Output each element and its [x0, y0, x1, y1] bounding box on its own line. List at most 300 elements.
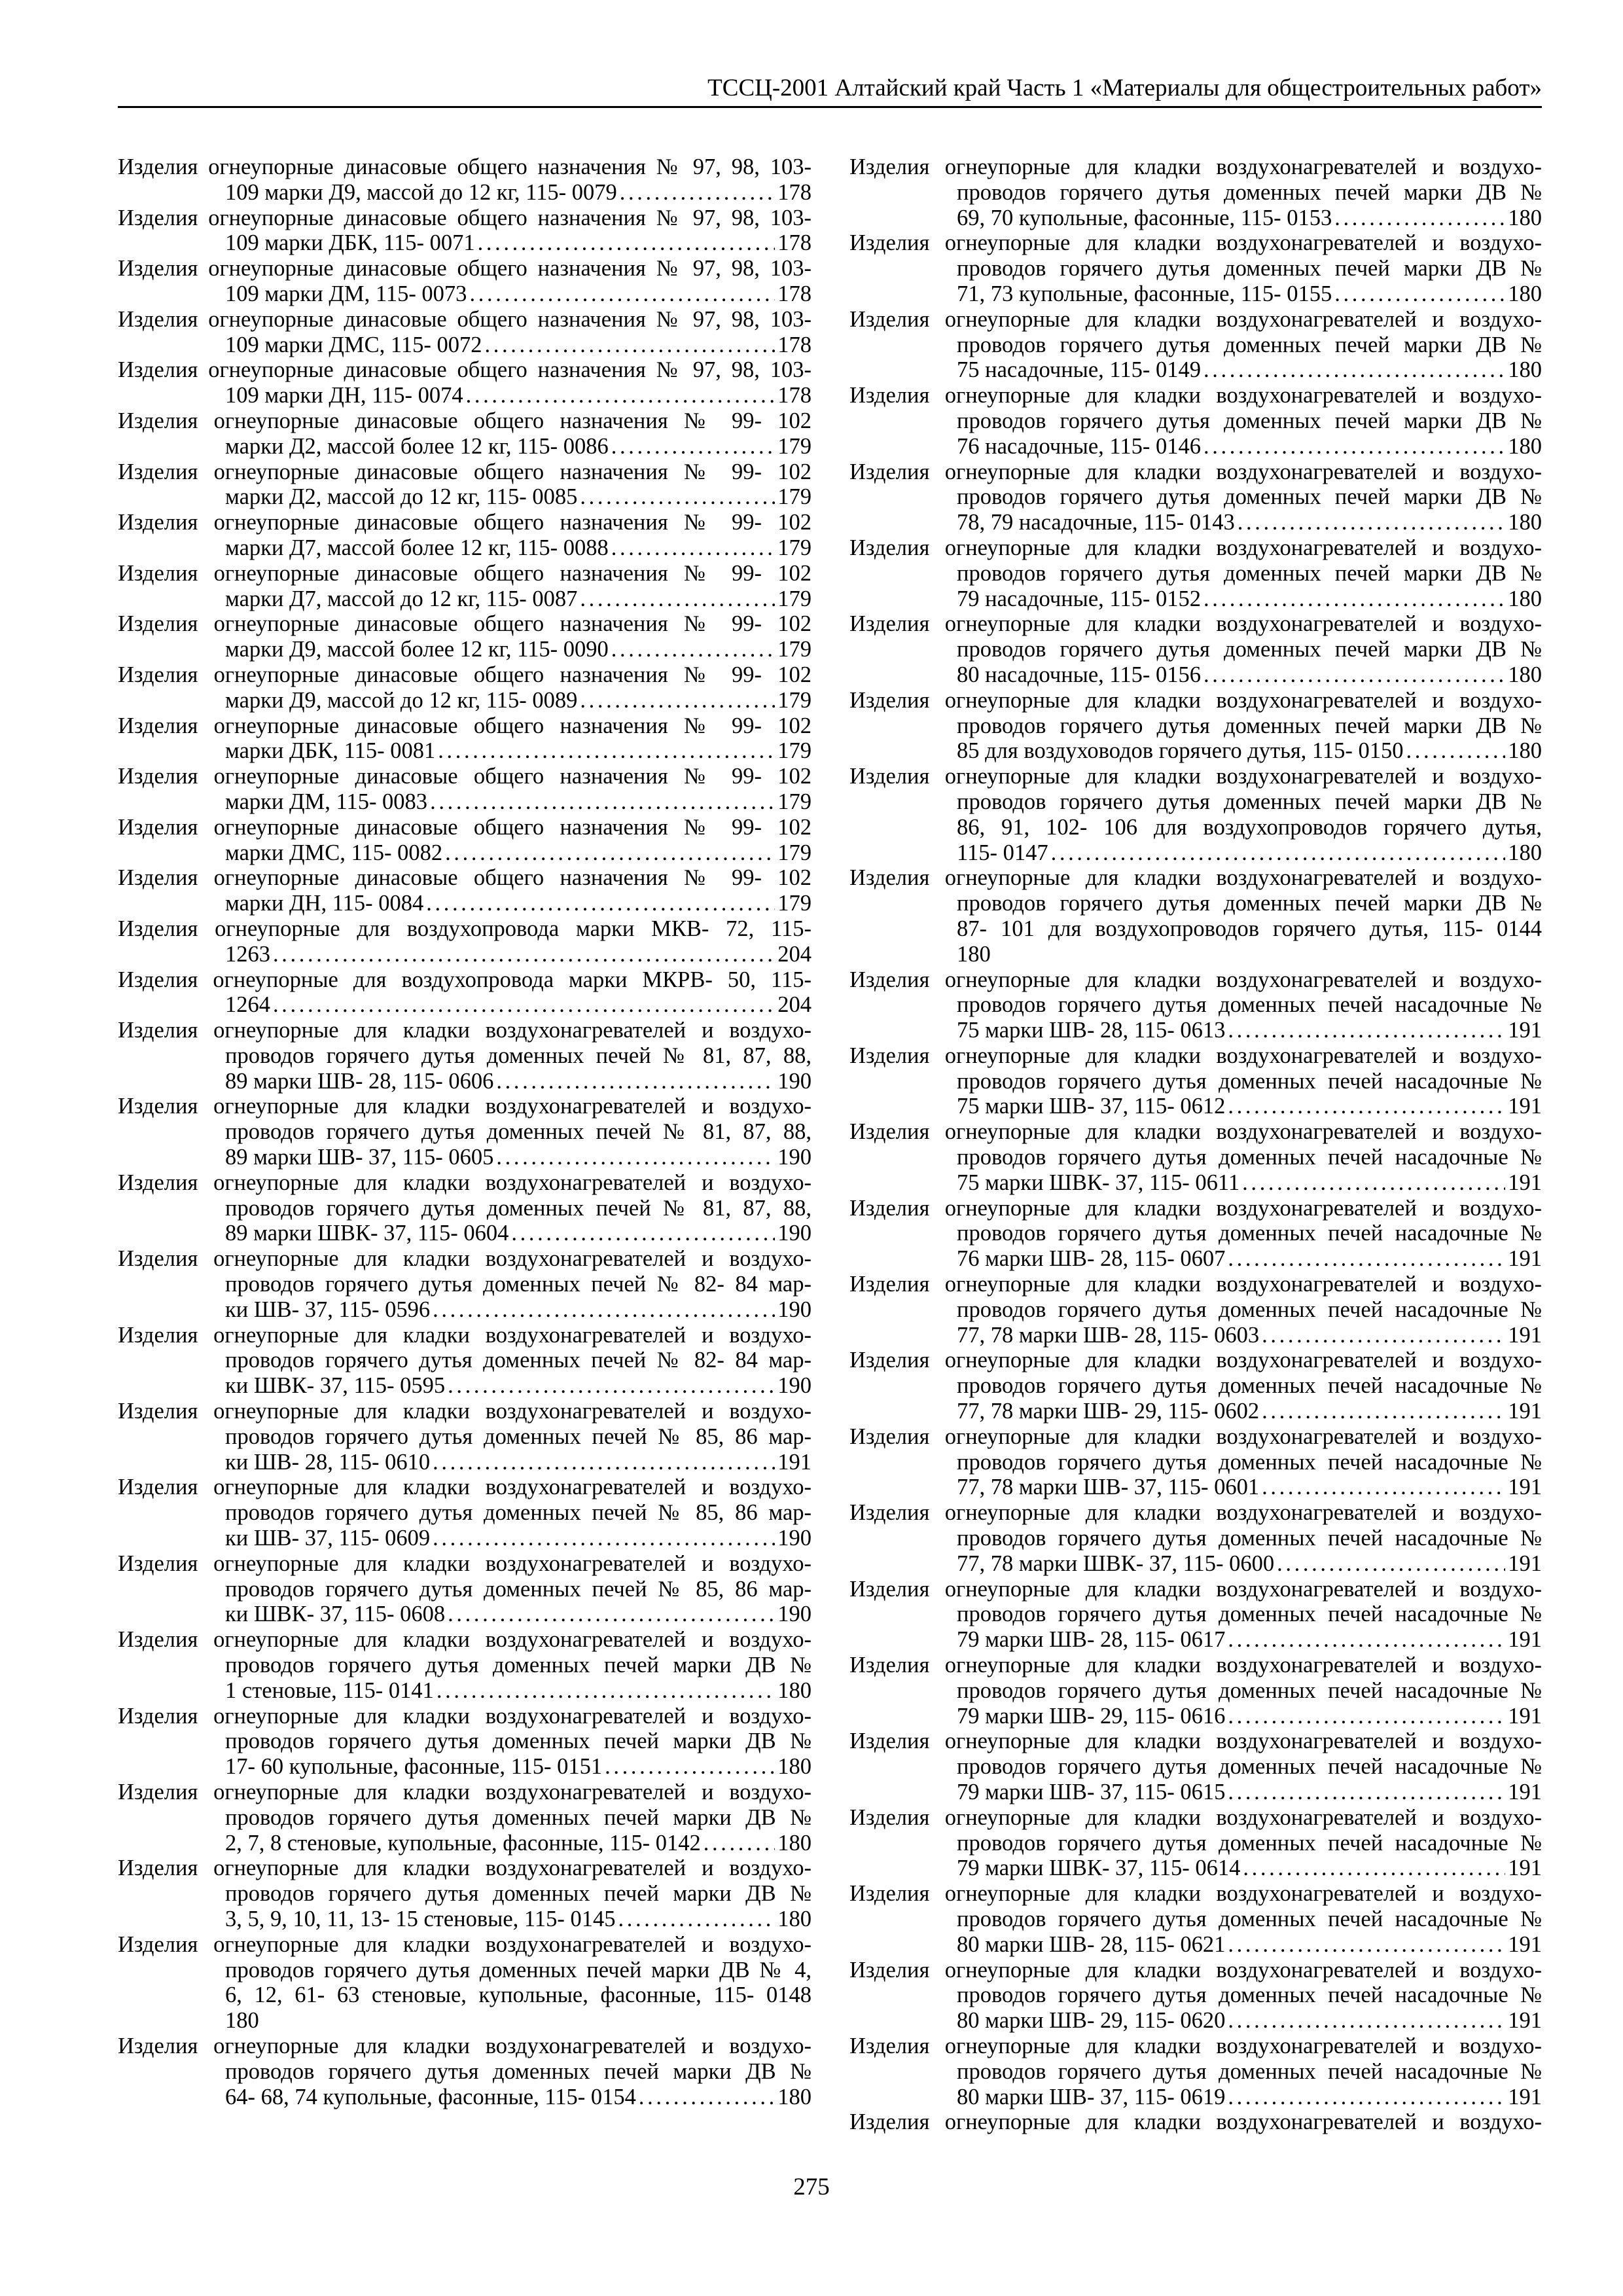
entry-text: Изделия огнеупорные для кладки воздухонагревателей и воздухо-: [118, 1322, 812, 1348]
entry-text: марки Д9, массой до 12 кг, 115- 0089: [225, 687, 578, 713]
entry-page: 191: [1508, 1703, 1542, 1729]
index-entry: [118, 2034, 812, 2109]
leader-dots: [273, 992, 775, 1018]
entry-text: Изделия огнеупорные для кладки воздухонагревателей и воздухо-: [849, 764, 1542, 789]
leader-dots: [273, 942, 775, 967]
entry-text: проводов горячего дутья доменных печей № 82- 84 мар-: [225, 1348, 812, 1373]
entry-page: 191: [1508, 1018, 1542, 1043]
leader-dots: [430, 789, 775, 815]
entry-text: Изделия огнеупорные для кладки воздухонагревателей и воздухо-: [849, 1424, 1542, 1449]
entry-text: ки ШВК- 37, 115- 0608: [225, 1602, 446, 1627]
entry-text: Изделия огнеупорные динасовые общего назначения № 97, 98, 103-: [118, 256, 812, 281]
index-entry: [118, 1780, 812, 1856]
entry-text: марки ДБК, 115- 0081: [225, 738, 436, 764]
entry-text: проводов горячего дутья доменных печей № 85, 86 мар-: [225, 1500, 812, 1526]
index-entry: [118, 307, 812, 358]
index-entry: [849, 535, 1542, 611]
entry-text: Изделия огнеупорные для кладки воздухонагревателей и воздухо-: [118, 1475, 812, 1500]
index-column-right: [849, 154, 1542, 2135]
entry-text: проводов горячего дутья доменных печей марки ДВ №: [957, 332, 1542, 357]
entry-page: 191: [1508, 1780, 1542, 1804]
entry-page: 179: [777, 433, 812, 459]
entry-text: 79 насадочные, 115- 0152: [957, 586, 1201, 611]
entry-text: Изделия огнеупорные динасовые общего назначения № 99- 102: [118, 764, 812, 789]
leader-dots: [1204, 357, 1505, 383]
entry-text: 80 насадочные, 115- 0156: [957, 662, 1201, 687]
entry-text: 80 марки ШВ- 37, 115- 0619: [957, 2084, 1226, 2109]
entry-text: марки Д9, массой более 12 кг, 115- 0090: [225, 637, 609, 662]
leader-dots: [448, 1373, 775, 1399]
leader-dots: [620, 180, 776, 206]
entry-text: Изделия огнеупорные динасовые общего назначения № 99- 102: [118, 459, 812, 484]
entry-page: 180: [957, 941, 991, 967]
index-entry: [118, 1323, 812, 1399]
index-entry: [849, 1500, 1542, 1576]
entry-text: проводов горячего дутья доменных печей насадочные №: [957, 1068, 1542, 1094]
entry-text: марки ДМС, 115- 0082: [225, 840, 443, 865]
entry-text: Изделия огнеупорные динасовые общего назначения № 99- 102: [118, 713, 812, 738]
index-entry: [118, 1704, 812, 1780]
entry-page: 191: [1508, 2084, 1542, 2109]
index-entry: [118, 459, 812, 511]
entry-page: 190: [777, 1221, 812, 1246]
entry-text: 3, 5, 9, 10, 11, 13- 15 стеновые, 115- 0145: [225, 1906, 616, 1931]
entry-page: 191: [1508, 1475, 1542, 1500]
leader-dots: [496, 1069, 775, 1094]
entry-text: 80 марки ШВ- 28, 115- 0621: [957, 1931, 1226, 1957]
entry-page: 180: [1508, 586, 1542, 611]
entry-text: 1 стеновые, 115- 0141: [225, 1677, 434, 1703]
entry-text: марки ДМ, 115- 0083: [225, 789, 428, 814]
entry-text: Изделия огнеупорные для кладки воздухонагревателей и воздухо-: [849, 1119, 1542, 1145]
leader-dots: [704, 1831, 776, 1856]
entry-text: проводов горячего дутья доменных печей марки ДВ №: [225, 1653, 812, 1678]
entry-text: Изделия огнеупорные для кладки воздухонагревателей и воздухо-: [849, 2033, 1542, 2058]
entry-text: проводов горячего дутья доменных печей № 81, 87, 88,: [225, 1119, 812, 1145]
entry-text: Изделия огнеупорные для кладки воздухонагревателей и воздухо-: [849, 1348, 1542, 1373]
index-entry: [849, 1424, 1542, 1500]
entry-text: 80 марки ШВ- 29, 115- 0620: [957, 2008, 1226, 2034]
entry-text: Изделия огнеупорные для кладки воздухонагревателей и воздухо-: [118, 1780, 812, 1804]
index-entry: [118, 1551, 812, 1627]
leader-dots: [484, 332, 775, 358]
entry-text: Изделия огнеупорные динасовые общего назначения № 99- 102: [118, 560, 812, 586]
index-entry: [118, 1932, 812, 2034]
index-entry: [849, 2109, 1542, 2135]
leader-dots: [611, 535, 776, 561]
leader-dots: [1204, 586, 1505, 612]
entry-page: 190: [777, 1068, 812, 1094]
index-entry: [118, 764, 812, 815]
entry-text: марки Д7, массой до 12 кг, 115- 0087: [225, 586, 578, 611]
entry-text: 1263: [225, 941, 270, 967]
entry-page: 190: [777, 1602, 812, 1627]
index-entry: [118, 1627, 812, 1703]
entry-text: проводов горячего дутья доменных печей насадочные №: [957, 1449, 1542, 1475]
index-entry: [849, 1958, 1542, 2034]
entry-text: проводов горячего дутья доменных печей насадочные №: [957, 1145, 1542, 1170]
entry-page: 180: [1508, 738, 1542, 764]
leader-dots: [426, 891, 775, 916]
entry-page: 178: [777, 332, 812, 357]
entry-page: 191: [1508, 1627, 1542, 1653]
entry-page: 179: [777, 840, 812, 865]
entry-text: ки ШВ- 28, 115- 0610: [225, 1449, 431, 1475]
entry-text: проводов горячего дутья доменных печей марки ДВ №: [225, 1804, 812, 1830]
entry-text: проводов горячего дутья доменных печей № 85, 86 мар-: [225, 1576, 812, 1602]
entry-text: 89 марки ШВ- 28, 115- 0606: [225, 1068, 494, 1094]
index-entry: [849, 764, 1542, 865]
leader-dots: [1406, 738, 1506, 764]
entry-text: Изделия огнеупорные для кладки воздухонагревателей и воздухо-: [849, 1195, 1542, 1221]
entry-text: Изделия огнеупорные для кладки воздухонагревателей и воздухо-: [849, 306, 1542, 332]
index-entry: [118, 815, 812, 866]
leader-dots: [437, 1678, 775, 1704]
entry-page: 191: [1508, 1094, 1542, 1119]
leader-dots: [496, 1145, 775, 1170]
entry-text: Изделия огнеупорные для кладки воздухонагревателей и воздухо-: [118, 1018, 812, 1043]
entry-text: 79 марки ШВ- 29, 115- 0616: [957, 1703, 1226, 1729]
leader-dots: [1243, 1856, 1505, 1881]
index-column-left: [118, 154, 812, 2109]
index-entry: [118, 713, 812, 764]
entry-text: Изделия огнеупорные для кладки воздухонагревателей и воздухо-: [849, 1957, 1542, 1982]
index-entry: [849, 383, 1542, 459]
index-entry: [118, 611, 812, 662]
leader-dots: [1228, 2085, 1505, 2110]
entry-text: Изделия огнеупорные для кладки воздухонагревателей и воздухо-: [849, 535, 1542, 560]
leader-dots: [1262, 1475, 1505, 1500]
entry-text: проводов горячего дутья доменных печей насадочные №: [957, 1221, 1542, 1246]
index-entry: [118, 916, 812, 967]
leader-dots: [1228, 2008, 1505, 2034]
leader-dots: [1228, 1094, 1505, 1119]
entry-page: 180: [1508, 510, 1542, 535]
entry-text: Изделия огнеупорные для кладки воздухонагревателей и воздухо-: [118, 1931, 812, 1957]
entry-text: проводов горячего дутья доменных печей марки ДВ №: [957, 789, 1542, 814]
leader-dots: [1051, 840, 1506, 866]
index-entry: [118, 967, 812, 1018]
entry-text: проводов горячего дутья доменных печей марки ДВ №: [957, 560, 1542, 586]
entry-text: проводов горячего дутья доменных печей насадочные №: [957, 1297, 1542, 1322]
entry-page: 180: [777, 1906, 812, 1931]
entry-page: 178: [777, 281, 812, 306]
index-entry: [118, 1094, 812, 1170]
entry-page: 191: [1508, 1246, 1542, 1272]
entry-text: 77, 78 марки ШВ- 28, 115- 0603: [957, 1322, 1260, 1348]
entry-text: Изделия огнеупорные для кладки воздухонагревателей и воздухо-: [849, 865, 1542, 891]
entry-text: проводов горячего дутья доменных печей марки ДВ №: [957, 408, 1542, 433]
leader-dots: [511, 1221, 775, 1246]
leader-dots: [448, 1602, 775, 1627]
entry-page: 190: [777, 1297, 812, 1322]
entry-page: 179: [777, 484, 812, 510]
index-entry: [118, 1399, 812, 1475]
leader-dots: [1228, 1704, 1505, 1729]
leader-dots: [618, 1907, 776, 1932]
index-entry: [118, 1170, 812, 1246]
entry-page: 180: [225, 2008, 259, 2034]
index-entry: [849, 459, 1542, 535]
index-entry: [849, 1119, 1542, 1195]
index-entry: [849, 1805, 1542, 1881]
entry-text: 109 марки ДН, 115- 0074: [225, 383, 463, 408]
leader-dots: [580, 586, 775, 612]
entry-text: 64- 68, 74 купольные, фасонные, 115- 0154: [225, 2084, 636, 2109]
entry-page: 179: [777, 738, 812, 764]
entry-text: Изделия огнеупорные для кладки воздухонагревателей и воздухо-: [849, 1881, 1542, 1907]
entry-text: 76 марки ШВ- 28, 115- 0607: [957, 1246, 1226, 1272]
leader-dots: [1238, 510, 1506, 535]
entry-page: 204: [777, 941, 812, 967]
entry-text: проводов горячего дутья доменных печей марки ДВ №: [957, 256, 1542, 281]
entry-page: 191: [1508, 1931, 1542, 1957]
entry-text: 6, 12, 61- 63 стеновые, купольные, фасонные, 115- 0148: [225, 1982, 812, 2008]
entry-text: Изделия огнеупорные для кладки воздухонагревателей и воздухо-: [849, 2109, 1542, 2135]
entry-text: 71, 73 купольные, фасонные, 115- 0155: [957, 281, 1332, 306]
index-entry: [118, 510, 812, 561]
entry-page: 180: [1508, 281, 1542, 306]
entry-page: 191: [777, 1449, 812, 1475]
entry-text: Изделия огнеупорные для кладки воздухонагревателей и воздухо-: [849, 1576, 1542, 1602]
entry-text: Изделия огнеупорные для кладки воздухонагревателей и воздухо-: [849, 1272, 1542, 1297]
entry-text: проводов горячего дутья доменных печей № 81, 87, 88,: [225, 1043, 812, 1068]
entry-text: Изделия огнеупорные для кладки воздухонагревателей и воздухо-: [849, 687, 1542, 713]
entry-text: проводов горячего дутья доменных печей насадочные №: [957, 1830, 1542, 1856]
entry-text: Изделия огнеупорные динасовые общего назначения № 97, 98, 103-: [118, 306, 812, 332]
entry-text: Изделия огнеупорные для кладки воздухонагревателей и воздухо-: [849, 154, 1542, 179]
leader-dots: [1334, 206, 1505, 231]
entry-text: проводов горячего дутья доменных печей марки ДВ №: [957, 713, 1542, 738]
entry-page: 180: [777, 2084, 812, 2109]
entry-text: Изделия огнеупорные для кладки воздухонагревателей и воздухо-: [849, 1500, 1542, 1526]
leader-dots: [1228, 1780, 1505, 1805]
leader-dots: [1334, 281, 1505, 307]
entry-text: Изделия огнеупорные для кладки воздухонагревателей и воздухо-: [118, 1551, 812, 1576]
entry-text: 79 марки ШВ- 28, 115- 0617: [957, 1627, 1226, 1653]
index-entry: [849, 1729, 1542, 1804]
index-entry: [118, 865, 812, 916]
entry-text: Изделия огнеупорные динасовые общего назначения № 97, 98, 103-: [118, 205, 812, 230]
entry-text: Изделия огнеупорные динасовые общего назначения № 97, 98, 103-: [118, 154, 812, 179]
leader-dots: [433, 1526, 775, 1551]
entry-text: 1264: [225, 992, 270, 1018]
entry-text: проводов горячего дутья доменных печей насадочные №: [957, 1982, 1542, 2008]
entry-text: Изделия огнеупорные для кладки воздухонагревателей и воздухо-: [118, 1170, 812, 1195]
entry-text: Изделия огнеупорные для кладки воздухонагревателей и воздухо-: [849, 1729, 1542, 1754]
leader-dots: [1204, 434, 1505, 459]
entry-text: Изделия огнеупорные для воздухопровода марки МКРВ- 50, 115-: [118, 967, 812, 992]
entry-text: 89 марки ШВ- 37, 115- 0605: [225, 1145, 494, 1170]
index-entry: [849, 1881, 1542, 1957]
entry-text: проводов горячего дутья доменных печей насадочные №: [957, 1602, 1542, 1627]
entry-text: 78, 79 насадочные, 115- 0143: [957, 510, 1235, 535]
entry-page: 191: [1508, 1322, 1542, 1348]
leader-dots: [1228, 1932, 1505, 1958]
entry-text: марки Д2, массой до 12 кг, 115- 0085: [225, 484, 578, 510]
entry-text: Изделия огнеупорные для кладки воздухонагревателей и воздухо-: [118, 1627, 812, 1653]
index-entry: [118, 408, 812, 459]
entry-text: марки Д7, массой более 12 кг, 115- 0088: [225, 535, 609, 560]
leader-dots: [466, 383, 776, 408]
leader-dots: [1262, 1399, 1505, 1424]
entry-text: Изделия огнеупорные для кладки воздухонагревателей и воздухо-: [849, 967, 1542, 992]
entry-text: проводов горячего дутья доменных печей марки ДВ №: [957, 637, 1542, 662]
entry-text: 76 насадочные, 115- 0146: [957, 433, 1201, 459]
index-entry: [849, 611, 1542, 687]
entry-text: проводов горячего дутья доменных печей насадочные №: [957, 1906, 1542, 1931]
entry-text: 79 марки ШВ- 37, 115- 0615: [957, 1780, 1226, 1804]
leader-dots: [1228, 1018, 1505, 1043]
running-header: ТССЦ-2001 Алтайский край Часть 1 «Материалы для общестроительных работ»: [707, 75, 1542, 101]
entry-text: 75 марки ШВК- 37, 115- 0611: [957, 1170, 1240, 1195]
entry-text: 75 насадочные, 115- 0149: [957, 357, 1201, 383]
entry-text: Изделия огнеупорные для кладки воздухонагревателей и воздухо-: [849, 230, 1542, 256]
leader-dots: [639, 2085, 775, 2110]
entry-text: 89 марки ШВК- 37, 115- 0604: [225, 1221, 509, 1246]
entry-text: Изделия огнеупорные для кладки воздухонагревателей и воздухо-: [849, 459, 1542, 484]
index-entry: [118, 1475, 812, 1551]
leader-dots: [1228, 1246, 1505, 1272]
entry-page: 179: [777, 637, 812, 662]
entry-page: 178: [777, 230, 812, 256]
entry-page: 179: [777, 586, 812, 611]
entry-page: 180: [777, 1677, 812, 1703]
entry-text: Изделия огнеупорные для кладки воздухонагревателей и воздухо-: [118, 1399, 812, 1424]
entry-page: 179: [777, 687, 812, 713]
entry-text: Изделия огнеупорные динасовые общего назначения № 97, 98, 103-: [118, 357, 812, 383]
entry-text: Изделия огнеупорные для кладки воздухонагревателей и воздухо-: [849, 611, 1542, 637]
entry-page: 180: [1508, 357, 1542, 383]
leader-dots: [469, 281, 775, 307]
entry-text: Изделия огнеупорные для кладки воздухонагревателей и воздухо-: [118, 1246, 812, 1272]
index-entry: [849, 230, 1542, 306]
entry-text: Изделия огнеупорные динасовые общего назначения № 99- 102: [118, 408, 812, 433]
entry-text: проводов горячего дутья доменных печей марки ДВ №: [957, 179, 1542, 205]
entry-text: проводов горячего дутья доменных печей марки ДВ № 4,: [225, 1957, 812, 1982]
entry-text: проводов горячего дутья доменных печей № 85, 86 мар-: [225, 1424, 812, 1449]
entry-text: проводов горячего дутья доменных печей марки ДВ №: [225, 1729, 812, 1754]
entry-text: марки ДН, 115- 0084: [225, 891, 424, 916]
entry-text: ки ШВ- 37, 115- 0596: [225, 1297, 431, 1322]
entry-text: Изделия огнеупорные для кладки воздухонагревателей и воздухо-: [849, 1804, 1542, 1830]
entry-text: 17- 60 купольные, фасонные, 115- 0151: [225, 1754, 603, 1780]
leader-dots: [605, 1754, 775, 1780]
entry-page: 180: [1508, 840, 1542, 865]
entry-page: 190: [777, 1526, 812, 1551]
index-entry: [849, 307, 1542, 383]
leader-dots: [1262, 1323, 1505, 1348]
entry-text: 109 марки ДБК, 115- 0071: [225, 230, 475, 256]
index-entry: [118, 357, 812, 408]
entry-text: проводов горячего дутья доменных печей марки ДВ №: [225, 1881, 812, 1907]
entry-text: Изделия огнеупорные для кладки воздухонагревателей и воздухо-: [849, 1043, 1542, 1068]
entry-text: проводов горячего дутья доменных печей марки ДВ №: [225, 2058, 812, 2084]
page-number: 275: [793, 2174, 830, 2200]
entry-text: 75 марки ШВ- 28, 115- 0613: [957, 1018, 1226, 1043]
leader-dots: [1204, 662, 1505, 688]
entry-text: Изделия огнеупорные для кладки воздухонагревателей и воздухо-: [849, 383, 1542, 408]
index-entry: [849, 1272, 1542, 1348]
entry-text: 77, 78 марки ШВ- 37, 115- 0601: [957, 1475, 1260, 1500]
entry-page: 191: [1508, 1399, 1542, 1424]
leader-dots: [433, 1450, 775, 1475]
entry-text: 69, 70 купольные, фасонные, 115- 0153: [957, 205, 1332, 230]
entry-text: 87- 101 для воздухопроводов горячего дутья, 115- 0144: [957, 916, 1542, 941]
index-entry: [849, 865, 1542, 967]
entry-text: Изделия огнеупорные динасовые общего назначения № 99- 102: [118, 865, 812, 891]
entry-text: 77, 78 марки ШВ- 29, 115- 0602: [957, 1399, 1260, 1424]
leader-dots: [1277, 1551, 1505, 1577]
entry-text: 115- 0147: [957, 840, 1048, 865]
entry-text: Изделия огнеупорные динасовые общего назначения № 99- 102: [118, 662, 812, 687]
leader-dots: [580, 688, 775, 713]
index-entry: [849, 1043, 1542, 1119]
entry-text: 85 для воздуховодов горячего дутья, 115- 0150: [957, 738, 1404, 764]
entry-text: проводов горячего дутья доменных печей № 82- 84 мар-: [225, 1272, 812, 1297]
entry-page: 179: [777, 789, 812, 814]
entry-text: 86, 91, 102- 106 для воздухопроводов горячего дутья,: [957, 814, 1542, 840]
index-entry: [118, 662, 812, 713]
index-entry: [118, 1856, 812, 1931]
leader-dots: [438, 738, 775, 764]
entry-text: Изделия огнеупорные динасовые общего назначения № 99- 102: [118, 814, 812, 840]
entry-text: Изделия огнеупорные для кладки воздухонагревателей и воздухо-: [118, 2033, 812, 2058]
entry-page: 180: [1508, 662, 1542, 687]
entry-page: 190: [777, 1373, 812, 1399]
entry-text: проводов горячего дутья доменных печей насадочные №: [957, 1526, 1542, 1551]
entry-text: 2, 7, 8 стеновые, купольные, фасонные, 115- 0142: [225, 1830, 701, 1856]
entry-text: 109 марки ДМ, 115- 0073: [225, 281, 467, 306]
index-entry: [849, 1348, 1542, 1424]
index-entry: [849, 154, 1542, 230]
entry-text: 79 марки ШВК- 37, 115- 0614: [957, 1856, 1241, 1881]
index-entry: [118, 561, 812, 612]
index-entry: [118, 206, 812, 257]
leader-dots: [611, 637, 776, 662]
entry-page: 178: [777, 383, 812, 408]
index-entry: [849, 688, 1542, 764]
entry-page: 191: [1508, 1551, 1542, 1576]
entry-page: 180: [1508, 433, 1542, 459]
leader-dots: [1228, 1627, 1505, 1653]
entry-text: ки ШВК- 37, 115- 0595: [225, 1373, 446, 1399]
entry-page: 190: [777, 1145, 812, 1170]
entry-text: проводов горячего дутья доменных печей насадочные №: [957, 1373, 1542, 1399]
leader-dots: [433, 1297, 775, 1323]
index-entry: [849, 1653, 1542, 1729]
entry-page: 180: [1508, 205, 1542, 230]
index-entry: [849, 1196, 1542, 1272]
entry-text: Изделия огнеупорные динасовые общего назначения № 99- 102: [118, 510, 812, 535]
leader-dots: [580, 484, 775, 510]
index-entry: [849, 1577, 1542, 1653]
entry-text: 109 марки Д9, массой до 12 кг, 115- 0079: [225, 179, 617, 205]
entry-page: 180: [777, 1830, 812, 1856]
entry-page: 178: [777, 179, 812, 205]
entry-text: проводов горячего дутья доменных печей марки ДВ №: [957, 891, 1542, 916]
entry-text: проводов горячего дутья доменных печей насадочные №: [957, 1754, 1542, 1780]
index-entry: [118, 256, 812, 307]
header-rule: [118, 106, 1542, 108]
index-entry: [118, 1246, 812, 1322]
entry-text: проводов горячего дутья доменных печей насадочные №: [957, 992, 1542, 1018]
entry-text: Изделия огнеупорные для кладки воздухонагревателей и воздухо-: [849, 1653, 1542, 1678]
entry-text: ки ШВ- 37, 115- 0609: [225, 1526, 431, 1551]
entry-text: марки Д2, массой более 12 кг, 115- 0086: [225, 433, 609, 459]
entry-page: 204: [777, 992, 812, 1018]
entry-text: 109 марки ДМС, 115- 0072: [225, 332, 482, 357]
